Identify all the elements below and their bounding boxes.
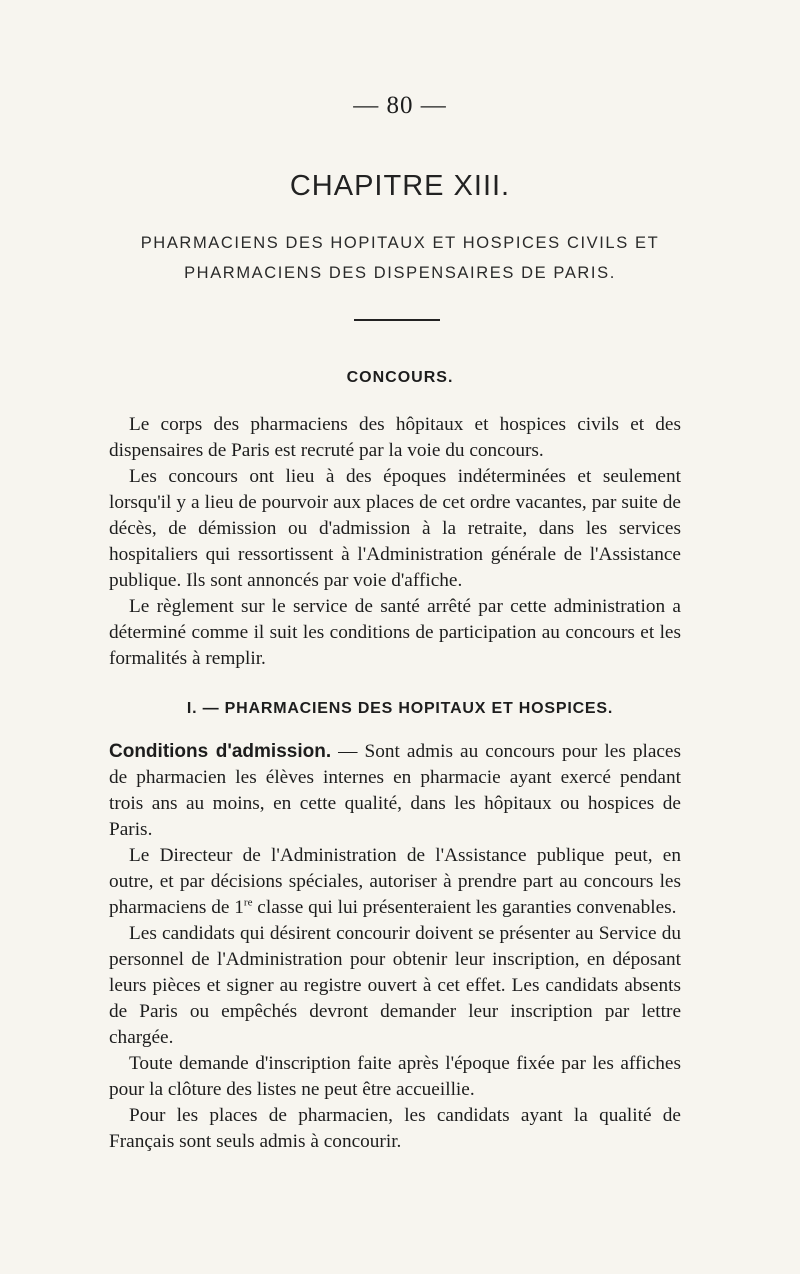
chapter-subtitle-line-2: PHARMACIENS DES DISPENSAIRES DE PARIS. — [184, 264, 616, 282]
intro-text — [109, 412, 681, 672]
superscript: re — [243, 896, 253, 909]
conditions-text — [109, 739, 681, 1155]
part-title: I. — PHARMACIENS DES HOPITAUX ET HOSPICES. — [186, 700, 614, 717]
paragraph: Le règlement sur le service de santé arrêté par cette administration a déterminé comme il suit les conditions de participation au concours et les formalités à remplir. — [109, 596, 681, 669]
chapter-subtitle-line-1: PHARMACIENS DES HOPITAUX ET HOSPICES CIVILS ET — [140, 234, 660, 252]
paragraph: Toute demande d'inscription faite après l'époque fixée par les affiches pour la clôture des listes ne peut être accueillie. — [109, 1053, 681, 1100]
paragraph: Pour les places de pharmacien, les candidats ayant la qualité de Français sont seuls admis à concourir. — [109, 1105, 681, 1152]
paragraph: Les concours ont lieu à des époques indéterminées et seulement lorsqu'il y a lieu de pourvoir aux places de cet ordre vacantes, par suite de décès, de démission ou d'admission à la retraite, dans les services hospitaliers qui ressortissent à l'Administration générale de l'Assistance publique. Ils sont annoncés par voie d'affiche. — [109, 466, 681, 591]
conditions-heading: Conditions d'admission. — [109, 741, 332, 762]
page-number: — 80 — — [353, 92, 447, 119]
paragraph: Le Directeur de l'Administration de l'Assistance publique peut, en outre, et par décisions spéciales, autoriser à prendre part au concours les pharmaciens de 1re classe qui lui présenteraient les garanties convenables. — [109, 845, 681, 918]
paragraph — [109, 739, 681, 843]
conditions-first-paragraph: — Sont admis au concours pour les places de pharmacien les élèves internes en pharmacie ayant exercé pendant trois ans au moins, en cette qualité, dans les hôpitaux ou hospices de Paris. — [109, 741, 681, 840]
paragraph: Le corps des pharmaciens des hôpitaux et hospices civils et des dispensaires de Paris est recruté par la voie du concours. — [109, 414, 681, 461]
paragraph: Les candidats qui désirent concourir doivent se présenter au Service du personnel de l'Administration pour obtenir leur inscription, en déposant leurs pièces et signer au registre ouvert à cet effet. Les candidats absents de Paris ou empêchés devront demander leur inscription par lettre chargée. — [109, 923, 681, 1048]
divider-rule — [354, 319, 440, 321]
section-title: CONCOURS. — [346, 369, 454, 386]
chapter-title: CHAPITRE XIII. — [289, 170, 511, 202]
